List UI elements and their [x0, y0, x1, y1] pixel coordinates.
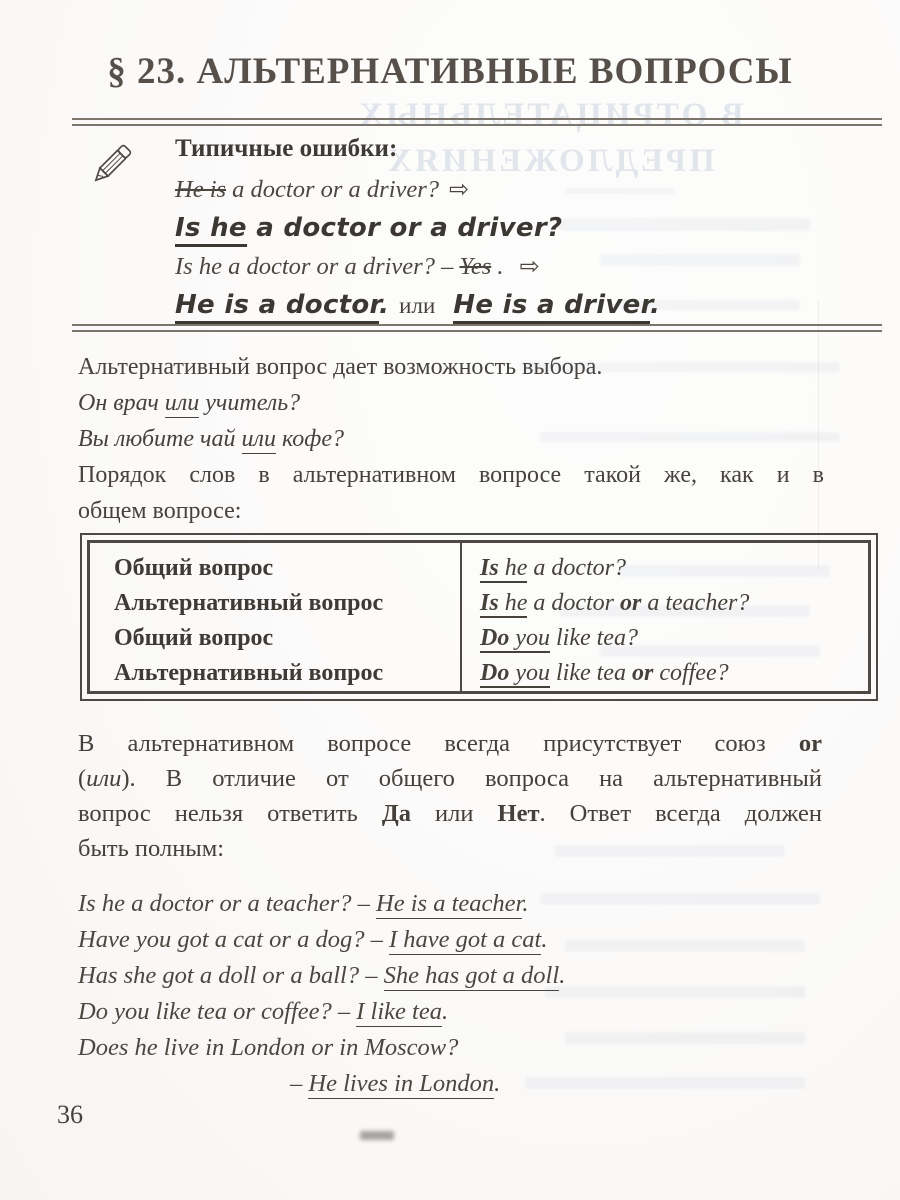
underlined-text: Is he: [480, 590, 528, 616]
table-row-question: Do you like tea?: [480, 625, 638, 651]
grammar-table: [80, 533, 878, 701]
bleed-through-line: ПРЕДЛОЖЕНИЯХ: [385, 143, 715, 179]
word-order-note-line1: Порядок слов в альтернативном вопросе такой же, как и в: [78, 462, 824, 488]
explanation-line: (или). В отличие от общего вопроса на альтернативный: [78, 765, 822, 792]
underlined-text: Is he: [480, 555, 528, 581]
typical-errors-section: [175, 136, 865, 323]
underlined-answer: She has got a doll: [383, 962, 560, 989]
wrong-example-1: He is a doctor or a driver? ⇨: [175, 175, 470, 203]
table-row-label: Общий вопрос: [114, 625, 274, 651]
example-line: Has she got a doll or a ball? – She has got a doll.: [78, 962, 566, 989]
struck-text: He is: [175, 176, 227, 203]
page-number: 36: [57, 1100, 83, 1129]
explanation-line: В альтернативном вопросе всегда присутствует союз or: [78, 730, 822, 757]
print-smudge: [360, 1131, 394, 1140]
table-row-label: Общий вопрос: [114, 555, 274, 581]
table-column-labels: [90, 543, 462, 691]
wrong-example-2: Is he a doctor or a driver? – Yes . ⇨: [175, 252, 540, 280]
russian-example-2: Вы любите чай или кофе?: [78, 426, 344, 452]
underlined-text: или: [164, 390, 200, 416]
example-line: Is he a doctor or a teacher? – He is a teacher.: [78, 890, 529, 917]
intro-sentence: Альтернативный вопрос дает возможность выбора.: [78, 354, 603, 380]
explanation-line: быть полным:: [78, 835, 225, 862]
right-arrow-icon: ⇨: [449, 175, 470, 203]
table-row-question: Do you like tea or coffee?: [480, 660, 729, 686]
example-line: – He lives in London.: [290, 1070, 501, 1097]
right-arrow-icon: ⇨: [519, 252, 540, 280]
underlined-text: Do you: [480, 625, 550, 651]
example-line: Have you got a cat or a dog? – I have got a cat.: [78, 926, 548, 953]
example-list: [78, 886, 824, 1102]
russian-example-1: Он врач или учитель?: [78, 390, 301, 416]
intro-paragraph: [78, 349, 824, 529]
pencil-icon: [84, 136, 140, 192]
table-row-label: Альтернативный вопрос: [114, 660, 384, 686]
underlined-text: или: [241, 426, 276, 452]
underlined-answer: I like tea: [356, 998, 442, 1025]
underlined-text: He is a doctor: [175, 290, 379, 324]
page-title: § 23. АЛЬТЕРНАТИВНЫЕ ВОПРОСЫ: [107, 51, 793, 92]
word-order-note-line2: общем вопросе:: [78, 498, 242, 524]
errors-heading: Типичные ошибки:: [175, 135, 398, 162]
underlined-text: Do you: [480, 660, 550, 686]
grammar-table-inner: [87, 540, 871, 694]
divider-rule-top: [72, 118, 882, 126]
underlined-answer: I have got a cat: [388, 926, 542, 953]
underlined-text: Is he: [175, 213, 247, 247]
underlined-answer: He lives in London: [308, 1070, 495, 1097]
table-row-question: Is he a doctor?: [480, 555, 627, 581]
table-column-questions: [462, 543, 868, 691]
bleed-through-line: В ОТРИЦАТЕЛЬНЫХ: [356, 97, 744, 133]
explanation-paragraph: [78, 726, 822, 866]
corrected-example-1: Is he a doctor or a driver?: [175, 211, 865, 245]
table-row-question: Is he a doctor or a teacher?: [480, 590, 750, 616]
table-row-label: Альтернативный вопрос: [114, 590, 384, 616]
underlined-answer: He is a teacher: [376, 890, 523, 917]
example-line: Does he live in London or in Moscow?: [78, 1034, 459, 1061]
conjunction-ili: или: [399, 293, 436, 318]
explanation-line: вопрос нельзя ответить Да или Нет. Ответ всегда должен: [78, 800, 822, 827]
example-line: Do you like tea or coffee? – I like tea.: [78, 998, 449, 1025]
underlined-text: He is a driver: [453, 290, 650, 324]
corrected-example-2: He is a doctor. или He is a driver.: [175, 288, 865, 323]
struck-text: Yes: [459, 253, 492, 280]
divider-rule-bottom: [72, 324, 882, 332]
